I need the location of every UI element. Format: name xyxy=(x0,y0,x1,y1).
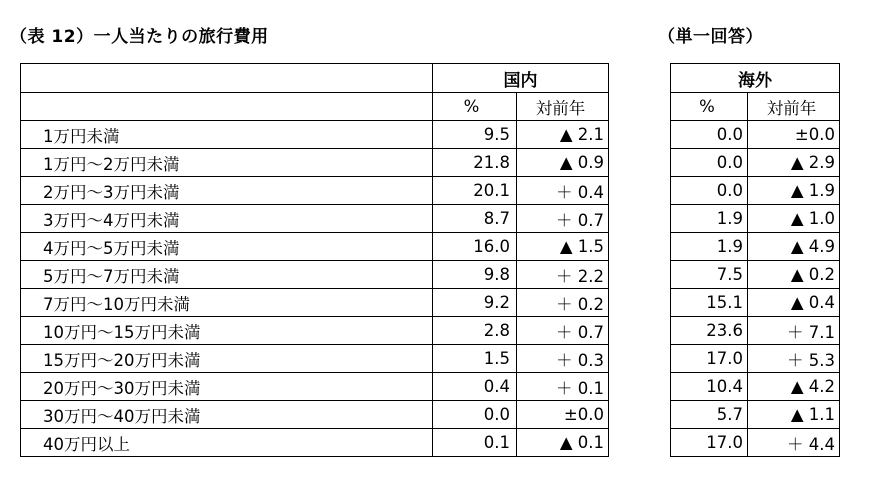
domestic-pct-value: 1.5 xyxy=(433,345,517,373)
overseas-yoy-value: ▲ 4.2 xyxy=(748,373,840,401)
domestic-cost-table xyxy=(20,63,609,457)
overseas-yoy-value: ＋ 4.4 xyxy=(748,429,840,457)
table-row xyxy=(671,345,840,373)
domestic-pct-value: 16.0 xyxy=(433,233,517,261)
domestic-yoy-value: ＋ 0.7 xyxy=(517,205,609,233)
domestic-pct-value: 0.0 xyxy=(433,401,517,429)
domestic-yoy-header: 対前年 xyxy=(517,93,609,121)
domestic-yoy-value: ＋ 0.4 xyxy=(517,177,609,205)
domestic-yoy-value: ▲ 0.9 xyxy=(517,149,609,177)
table-row xyxy=(671,373,840,401)
overseas-pct-header: % xyxy=(671,93,748,121)
domestic-pct-value: 0.4 xyxy=(433,373,517,401)
cost-range-label: 30万円～40万円未満 xyxy=(21,401,433,429)
domestic-yoy-value: ▲ 1.5 xyxy=(517,233,609,261)
domestic-yoy-value: ▲ 2.1 xyxy=(517,121,609,149)
overseas-pct-value: 23.6 xyxy=(671,317,748,345)
table-row xyxy=(671,149,840,177)
table-row xyxy=(671,429,840,457)
domestic-pct-value: 20.1 xyxy=(433,177,517,205)
domestic-pct-value: 9.8 xyxy=(433,261,517,289)
overseas-yoy-value: ±0.0 xyxy=(748,121,840,149)
domestic-pct-value: 9.2 xyxy=(433,289,517,317)
overseas-yoy-value: ▲ 2.9 xyxy=(748,149,840,177)
overseas-pct-value: 7.5 xyxy=(671,261,748,289)
table-row xyxy=(21,289,609,317)
overseas-yoy-value: ▲ 1.1 xyxy=(748,401,840,429)
table-row xyxy=(671,233,840,261)
overseas-yoy-value: ＋ 7.1 xyxy=(748,317,840,345)
domestic-yoy-value: ▲ 0.1 xyxy=(517,429,609,457)
overseas-pct-value: 1.9 xyxy=(671,233,748,261)
overseas-pct-value: 1.9 xyxy=(671,205,748,233)
cost-range-label: 10万円～15万円未満 xyxy=(21,317,433,345)
table-row xyxy=(21,401,609,429)
overseas-cost-table xyxy=(670,63,840,457)
cost-range-label: 2万円～3万円未満 xyxy=(21,177,433,205)
table-row xyxy=(21,205,609,233)
overseas-pct-value: 10.4 xyxy=(671,373,748,401)
overseas-pct-value: 0.0 xyxy=(671,177,748,205)
domestic-pct-value: 8.7 xyxy=(433,205,517,233)
overseas-pct-value: 17.0 xyxy=(671,429,748,457)
overseas-yoy-value: ▲ 4.9 xyxy=(748,233,840,261)
domestic-pct-value: 21.8 xyxy=(433,149,517,177)
table-row xyxy=(21,121,609,149)
cost-range-label: 40万円以上 xyxy=(21,429,433,457)
domestic-pct-header: % xyxy=(433,93,517,121)
table-row xyxy=(21,317,609,345)
domestic-pct-value: 0.1 xyxy=(433,429,517,457)
table-row xyxy=(21,177,609,205)
overseas-yoy-value: ＋ 5.3 xyxy=(748,345,840,373)
table-row xyxy=(21,261,609,289)
cost-range-label: 4万円～5万円未満 xyxy=(21,233,433,261)
table-row xyxy=(671,289,840,317)
overseas-yoy-header: 対前年 xyxy=(748,93,840,121)
overseas-pct-value: 5.7 xyxy=(671,401,748,429)
answer-type-note: （単一回答） xyxy=(658,27,763,47)
header-blank-cell xyxy=(21,93,433,121)
cost-range-label: 20万円～30万円未満 xyxy=(21,373,433,401)
domestic-group-header: 国内 xyxy=(433,64,609,93)
table-row xyxy=(671,121,840,149)
overseas-yoy-value: ▲ 0.2 xyxy=(748,261,840,289)
domestic-yoy-value: ＋ 0.1 xyxy=(517,373,609,401)
table-row xyxy=(21,429,609,457)
domestic-yoy-value: ＋ 0.3 xyxy=(517,345,609,373)
domestic-pct-value: 2.8 xyxy=(433,317,517,345)
overseas-pct-value: 15.1 xyxy=(671,289,748,317)
overseas-pct-value: 17.0 xyxy=(671,345,748,373)
table-row xyxy=(21,345,609,373)
overseas-yoy-value: ▲ 0.4 xyxy=(748,289,840,317)
cost-range-label: 1万円未満 xyxy=(21,121,433,149)
cost-range-label: 15万円～20万円未満 xyxy=(21,345,433,373)
overseas-pct-value: 0.0 xyxy=(671,121,748,149)
table-title: （表 12）一人当たりの旅行費用 xyxy=(10,27,269,47)
table-row xyxy=(21,149,609,177)
table-row xyxy=(671,261,840,289)
cost-range-label: 7万円～10万円未満 xyxy=(21,289,433,317)
table-row xyxy=(21,373,609,401)
domestic-yoy-value: ＋ 2.2 xyxy=(517,261,609,289)
cost-range-label: 1万円～2万円未満 xyxy=(21,149,433,177)
table-row xyxy=(671,177,840,205)
domestic-yoy-value: ±0.0 xyxy=(517,401,609,429)
table-row xyxy=(671,401,840,429)
overseas-group-header: 海外 xyxy=(671,64,840,93)
table-row xyxy=(671,317,840,345)
domestic-yoy-value: ＋ 0.7 xyxy=(517,317,609,345)
overseas-pct-value: 0.0 xyxy=(671,149,748,177)
domestic-yoy-value: ＋ 0.2 xyxy=(517,289,609,317)
cost-range-label: 5万円～7万円未満 xyxy=(21,261,433,289)
table-row xyxy=(21,233,609,261)
cost-range-label: 3万円～4万円未満 xyxy=(21,205,433,233)
table-row xyxy=(671,205,840,233)
domestic-pct-value: 9.5 xyxy=(433,121,517,149)
overseas-yoy-value: ▲ 1.9 xyxy=(748,177,840,205)
overseas-yoy-value: ▲ 1.0 xyxy=(748,205,840,233)
header-blank-cell xyxy=(21,64,433,93)
